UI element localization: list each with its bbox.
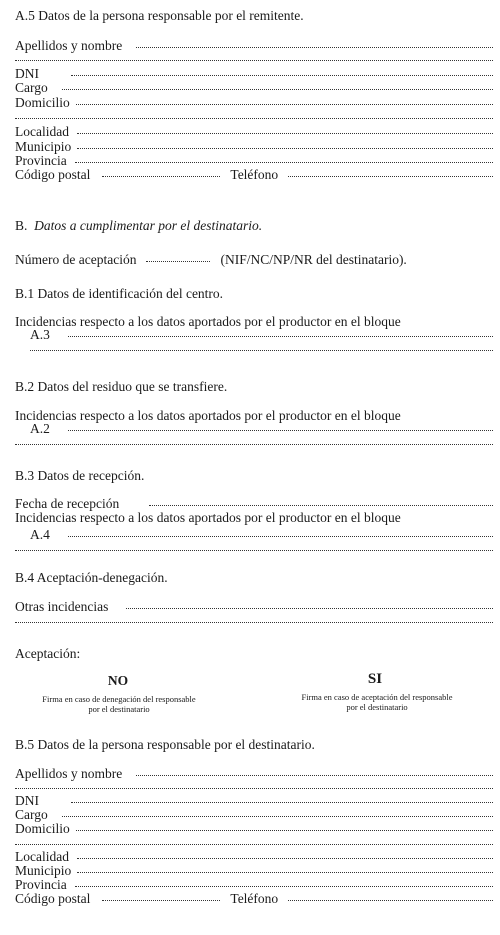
- b3-ref-label: A.4: [30, 527, 50, 542]
- section-b5-heading: B.5 Datos de la persona responsable por el destinatario.: [15, 737, 315, 752]
- a5-cp-label: Código postal: [15, 167, 91, 182]
- b4-aceptacion-label: Aceptación:: [15, 646, 81, 661]
- a5-cargo-dots: [62, 88, 493, 90]
- a5-municipio-dots: [77, 147, 493, 149]
- b3-ref-dots: [68, 535, 493, 537]
- b4-otras-dots: [126, 607, 493, 609]
- a5-cargo-label: Cargo: [15, 80, 48, 95]
- a5-dot-rule: [15, 60, 493, 61]
- section-b-number: B.: [15, 218, 28, 233]
- a5-domicilio-label: Domicilio: [15, 95, 70, 110]
- a5-dni-dots: [71, 74, 493, 76]
- b5-dot-rule: [15, 788, 493, 789]
- b5-dni-field: [15, 793, 493, 808]
- b1-incidencias-text: Incidencias respecto a los datos aportados por el productor en el bloque: [15, 314, 401, 329]
- b5-provincia-label: Provincia: [15, 877, 67, 892]
- b5-cp-label: Código postal: [15, 891, 91, 906]
- a5-apellidos-dots: [136, 46, 493, 48]
- b5-apellidos-label: Apellidos y nombre: [15, 766, 123, 781]
- b-aceptacion-field: [15, 252, 493, 267]
- b5-municipio-field: [15, 863, 493, 878]
- a5-apellidos-label: Apellidos y nombre: [15, 38, 123, 53]
- a5-localidad-label: Localidad: [15, 124, 69, 139]
- b5-cargo-label: Cargo: [15, 807, 48, 822]
- b5-domicilio-field: [15, 821, 493, 836]
- section-b-title: Datos a cumplimentar por el destinatario.: [34, 218, 263, 233]
- b5-apellidos-field: [15, 766, 493, 781]
- b5-domicilio-dots: [76, 829, 493, 831]
- a5-apellidos-field: [15, 38, 493, 53]
- a5-cargo-field: [15, 80, 493, 95]
- section-b4-heading: B.4 Aceptación-denegación.: [15, 570, 168, 585]
- section-b2-heading: B.2 Datos del residuo que se transfiere.: [15, 379, 228, 394]
- a5-cp-tel-field: [15, 167, 493, 182]
- b4-si-label: SI: [367, 671, 383, 687]
- b5-cp-dots: [102, 899, 220, 901]
- b1-ref-label: A.3: [30, 327, 50, 342]
- b4-firma-no-line1: Firma en caso de denegación del responsable: [42, 694, 196, 704]
- a5-dni-field: [15, 66, 493, 81]
- b5-localidad-label: Localidad: [15, 849, 69, 864]
- b1-ref-field: [30, 327, 493, 342]
- b5-provincia-field: [15, 877, 493, 892]
- section-b3-heading: B.3 Datos de recepción.: [15, 468, 145, 483]
- b4-firma-si-line1: Firma en caso de aceptación del responsable: [301, 692, 453, 702]
- a5-domicilio-dots: [76, 103, 493, 105]
- a5-dot-rule: [15, 118, 493, 119]
- b3-fecha-label: Fecha de recepción: [15, 496, 120, 511]
- b3-dot-rule: [15, 550, 493, 551]
- a5-municipio-field: [15, 139, 493, 154]
- a5-dni-label: DNI: [15, 66, 39, 81]
- b2-ref-label: A.2: [30, 421, 50, 436]
- b5-localidad-dots: [77, 857, 493, 859]
- b2-incidencias-text: Incidencias respecto a los datos aportados por el productor en el bloque: [15, 408, 401, 423]
- b5-domicilio-label: Domicilio: [15, 821, 70, 836]
- b3-incidencias-text: Incidencias respecto a los datos aportados por el productor en el bloque: [15, 510, 401, 525]
- b5-cargo-dots: [62, 815, 493, 817]
- b4-firma-no-line2: por el destinatario: [88, 704, 150, 714]
- b-aceptacion-dots: [146, 260, 210, 262]
- b3-ref-field: [30, 527, 493, 542]
- b3-fecha-dots: [149, 504, 493, 506]
- section-b-heading: [15, 218, 262, 233]
- b5-localidad-field: [15, 849, 493, 864]
- section-b1-heading: B.1 Datos de identificación del centro.: [15, 286, 224, 301]
- b4-otras-field: [15, 599, 493, 614]
- a5-telefono-dots: [288, 175, 493, 177]
- b4-firma-si-line2: por el destinatario: [346, 702, 408, 712]
- a5-telefono-label: Teléfono: [230, 167, 279, 182]
- b5-municipio-label: Municipio: [15, 863, 72, 878]
- b-aceptacion-label: Número de aceptación: [15, 252, 137, 267]
- b5-telefono-label: Teléfono: [230, 891, 279, 906]
- b4-otras-label: Otras incidencias: [15, 599, 109, 614]
- a5-provincia-label: Provincia: [15, 153, 67, 168]
- a5-cp-dots: [102, 175, 220, 177]
- b5-municipio-dots: [77, 871, 493, 873]
- b5-dni-label: DNI: [15, 793, 39, 808]
- b5-apellidos-dots: [136, 774, 493, 776]
- b5-dni-dots: [71, 801, 493, 803]
- a5-provincia-dots: [75, 161, 493, 163]
- b5-cp-tel-field: [15, 891, 493, 906]
- b2-ref-field: [30, 421, 493, 436]
- b1-ref-dots: [68, 335, 493, 337]
- b5-cargo-field: [15, 807, 493, 822]
- b1-dot-rule: [30, 350, 493, 351]
- b3-fecha-field: [15, 496, 493, 511]
- a5-provincia-field: [15, 153, 493, 168]
- a5-domicilio-field: [15, 95, 493, 110]
- a5-localidad-dots: [77, 132, 493, 134]
- b2-dot-rule: [15, 444, 493, 445]
- b-aceptacion-suffix: (NIF/NC/NP/NR del destinatario).: [220, 252, 407, 267]
- b4-dot-rule: [15, 622, 493, 623]
- a5-localidad-field: [15, 124, 493, 139]
- b4-no-label: NO: [107, 673, 129, 688]
- b5-dot-rule: [15, 844, 493, 845]
- b2-ref-dots: [68, 429, 493, 431]
- b5-provincia-dots: [75, 885, 493, 887]
- a5-municipio-label: Municipio: [15, 139, 72, 154]
- b5-telefono-dots: [288, 899, 493, 901]
- section-a5-heading: A.5 Datos de la persona responsable por el remitente.: [15, 8, 304, 23]
